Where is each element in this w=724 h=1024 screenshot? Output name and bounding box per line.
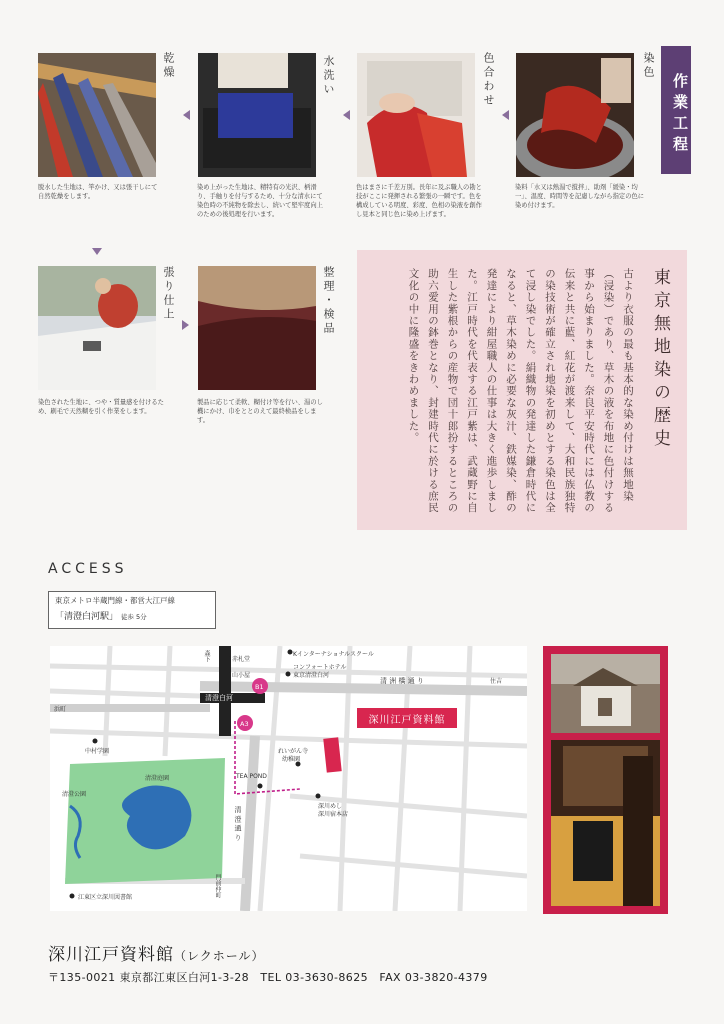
step-drying-caption: 脱水した生地は、竿かけ、又は張干しにて自然乾燥をします。 <box>38 184 158 200</box>
arrow-left-icon <box>183 110 190 120</box>
arrow-down-icon <box>92 248 102 255</box>
arrow-left-icon <box>343 110 350 120</box>
map-label-hotel-sub: 東京清澄白河 <box>293 672 330 679</box>
museum-name <box>48 940 265 965</box>
step-dyeing-label: 染色 <box>642 52 655 80</box>
map-label-teien: 清澄庭園 <box>145 775 170 782</box>
walk-time: 徒歩 5分 <box>120 613 147 621</box>
step-color-matching-photo <box>357 53 475 177</box>
map-label-fukagawa: 深川めし <box>318 803 343 810</box>
map-label-k-school: Kインターナショナルスクール <box>293 651 374 658</box>
map-label-kiyosumi-shirakawa: 清澄白河 <box>205 694 233 702</box>
step-drying-photo <box>38 53 156 177</box>
museum-name-sub: （レクホール） <box>174 949 265 963</box>
step-washing-label: 水洗い <box>322 55 335 97</box>
map-label-akafuda: 赤札堂 <box>232 656 251 663</box>
station-name: 「清澄白河駅」 <box>55 612 119 622</box>
museum-address: 〒135-0021 東京都江東区白河1-3-28 TEL 03-3630-8625 FAX 03-3820-4379 <box>48 971 488 984</box>
train-line: 東京メトロ半蔵門線・都営大江戸線 <box>55 596 175 605</box>
station-exit-b1: B1 <box>255 683 264 691</box>
map-label-kiyosumi-dori: 清 澄 通 り <box>234 806 242 841</box>
map-label-park: 清澄公園 <box>62 791 87 798</box>
map-label-kiyosubashi: 清 洲 橋 通 り <box>380 677 424 685</box>
step-washing-caption: 染め上がった生地は、精特有の光沢、柄滑り、手触りを付与するため、十分な清水にて染色時の不純物を除去し、続いて堅牢度向上のための後処理を行います。 <box>197 184 323 218</box>
map-label-reiganji-sub: 幼稚園 <box>282 756 301 763</box>
step-color-matching-label: 色合わせ <box>482 52 495 108</box>
map-label-suijin: 住吉 <box>490 678 503 685</box>
arrow-right-icon <box>182 320 189 330</box>
step-inspection-photo <box>198 266 316 390</box>
museum-name-main: 深川江戸資料館 <box>48 945 174 965</box>
step-dyeing-photo <box>516 53 634 177</box>
step-washing-photo <box>198 53 316 177</box>
history-title: 東京無地染の歴史 <box>650 268 670 452</box>
map-label-nakamura: 中村学園 <box>85 748 110 755</box>
step-color-matching-caption: 色はまさに千差万別。長年に及ぶ職人の勘と技がここに発揮される繁張の一瞬です。色を構成している明度、彩度、色相の染液を創作し見本と同じ色に染め上げます。 <box>356 184 482 218</box>
map-label-hotel: コンフォートホテル <box>293 664 347 671</box>
map-label-yamanoya: 山小屋 <box>232 672 251 679</box>
step-finishing-label: 張り仕上 <box>162 266 175 322</box>
step-dyeing-caption: 染料「水又は熱湯で撹拌」、助剤「緩染・均一」、温度、時間等を記慮しながら指定の色に染め付けます。 <box>515 184 645 209</box>
step-inspection-caption: 製品に応じて柔軟、糊付け等を行い、湯のし機にかけ、巾をととのえて最終検品をします。 <box>197 399 323 424</box>
map-label-teapond: TEA POND <box>236 773 267 780</box>
access-title: ACCESS <box>48 561 128 577</box>
museum-callout <box>357 708 457 728</box>
arrow-left-icon <box>502 110 509 120</box>
map-label-library: 江東区立深川図書館 <box>78 894 133 901</box>
museum-callout-label: 深川江戸資料館 <box>368 714 446 726</box>
museum-photos <box>543 646 668 914</box>
step-drying-label: 乾燥 <box>162 52 175 80</box>
station-box <box>48 591 216 629</box>
access-map <box>50 646 527 911</box>
station-exit-a3: A3 <box>240 720 249 728</box>
map-label-monzen: 門前仲町 <box>214 874 221 898</box>
map-label-hamacho: 浜町 <box>54 706 67 713</box>
step-finishing-photo <box>38 266 156 390</box>
step-inspection-label: 整理・検品 <box>322 266 335 336</box>
map-label-fukagawa-sub: 深川宿本店 <box>318 811 349 818</box>
map-label-morishita: 森下 <box>203 650 210 662</box>
map-label-reiganji: れいがん寺 <box>278 748 309 755</box>
station-row <box>55 609 209 622</box>
history-panel <box>357 250 687 530</box>
step-finishing-caption: 染色された生地に、つや・質量感を付けるため、刷毛で天然糊を引く作業をします。 <box>38 399 164 415</box>
process-title: 作業工程 <box>661 46 691 174</box>
history-body: 古より衣服の最も基本的な染め付けは無地染（浸染）であり、草木の液を布地に色付けする事から始まりました。奈良平安時代には仏教の伝来と共に藍、紅花が渡来して、大和民族独特の染技術が確立され地染を初めとする染色は全て浸し染でした。絹織物の発達した鎌倉時代になると、草木染めに必要な灰汁、鉄媒染、酢の発達により紺屋職人の仕事は大きく進歩しました。江戸時代を代表する江戸紫は、武蔵野に自生した紫根からの産物で団十郎扮するところの助六愛用の鉢巻となり、封建時代に於ける庶民文化の中に隆盛をきわめました。 <box>407 268 634 514</box>
